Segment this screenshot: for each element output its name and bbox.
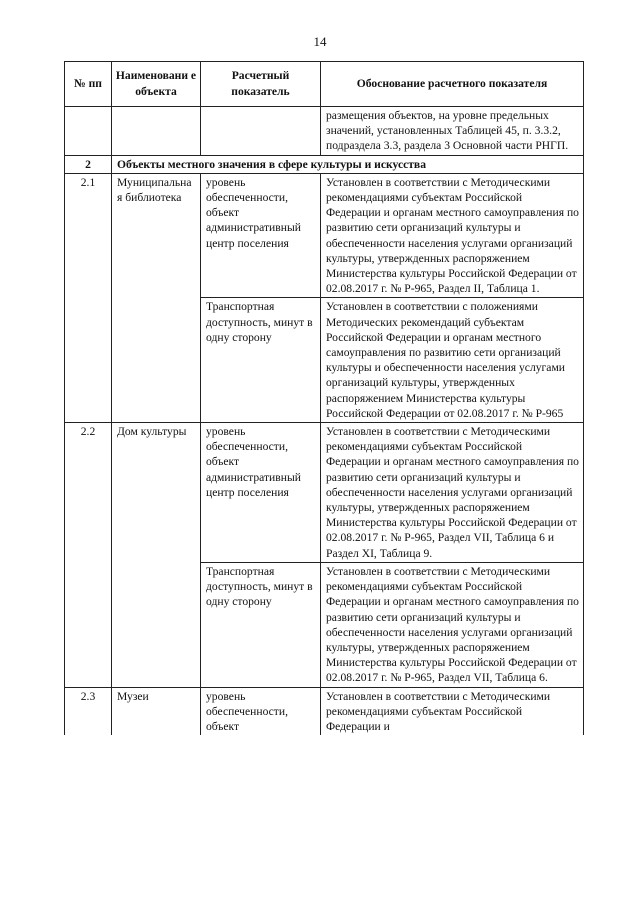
row-number: 2.1	[65, 173, 112, 422]
header-indicator: Расчетный показатель	[201, 62, 321, 107]
basis-cell: Установлен в соответствии с Методическими рекомендациями субъектам Российской Федерации и	[321, 687, 584, 735]
row-number: 2.2	[65, 423, 112, 687]
basis-cell: Установлен в соответствии с Методическими рекомендациями субъектам Российской Федерации и органам местного самоуправления по развитию сети организаций культуры и обеспеченности населения услугами организаций культуры, утвержденных распоряжением Министерства культуры Российской Федерации от 02.08.2017 г. № Р-965, Раздел II, Таблица 1.	[321, 173, 584, 298]
basis-cell: Установлен в соответствии с Методическими рекомендациями субъектам Российской Федерации и органам местного самоуправления по развитию сети организаций культуры и обеспеченности населения услугами организаций культуры, утвержденных распоряжением Министерства культуры Российской Федерации от 02.08.2017 г. № Р-965, Раздел VII, Таблица 6 и Раздел XI, Таблица 9.	[321, 423, 584, 563]
header-object-name: Наименовани е объекта	[112, 62, 201, 107]
header-basis: Обоснование расчетного показателя	[321, 62, 584, 107]
basis-cell: Установлен в соответствии с положениями Методических рекомендаций субъектам Российской Федерации и органам местного самоуправления по развитию сети организаций культуры и обеспеченности населения услугами организаций культуры, утвержденных распоряжением Министерства культуры Российской Федерации от 02.08.2017 г. № Р-965	[321, 298, 584, 423]
indicator-cell: уровень обеспеченности, объект	[201, 687, 321, 735]
object-name: Муниципальна я библиотека	[112, 173, 201, 422]
table-row	[65, 687, 584, 735]
norms-table	[64, 61, 584, 735]
page-number: 14	[313, 34, 327, 49]
indicator-cell: Транспортная доступность, минут в одну сторону	[201, 562, 321, 687]
object-name: Музеи	[112, 687, 201, 735]
indicator-cell: уровень обеспеченности, объект административный центр поселения	[201, 173, 321, 298]
section-row	[65, 155, 584, 173]
header-num: № пп	[65, 62, 112, 107]
table-header-row	[65, 62, 584, 107]
object-name: Дом культуры	[112, 423, 201, 687]
table-row	[65, 173, 584, 298]
continuation-text: размещения объектов, на уровне предельных значений, установленных Таблицей 45, п. 3.3.2, подраздела 3.3, раздела 3 Основной части РНГП.	[321, 107, 584, 156]
indicator-cell: уровень обеспеченности, объект административный центр поселения	[201, 423, 321, 563]
table-row	[65, 423, 584, 563]
indicator-cell: Транспортная доступность, минут в одну сторону	[201, 298, 321, 423]
section-title: Объекты местного значения в сфере культуры и искусства	[112, 155, 584, 173]
basis-cell: Установлен в соответствии с Методическими рекомендациями субъектам Российской Федерации и органам местного самоуправления по развитию сети организаций культуры и обеспеченности населения услугами организаций культуры, утвержденных распоряжением Министерства культуры Российской Федерации от 02.08.2017 г. № Р-965, Раздел VII, Таблица 6.	[321, 562, 584, 687]
section-number: 2	[65, 155, 112, 173]
continuation-row	[65, 107, 584, 156]
row-number: 2.3	[65, 687, 112, 735]
